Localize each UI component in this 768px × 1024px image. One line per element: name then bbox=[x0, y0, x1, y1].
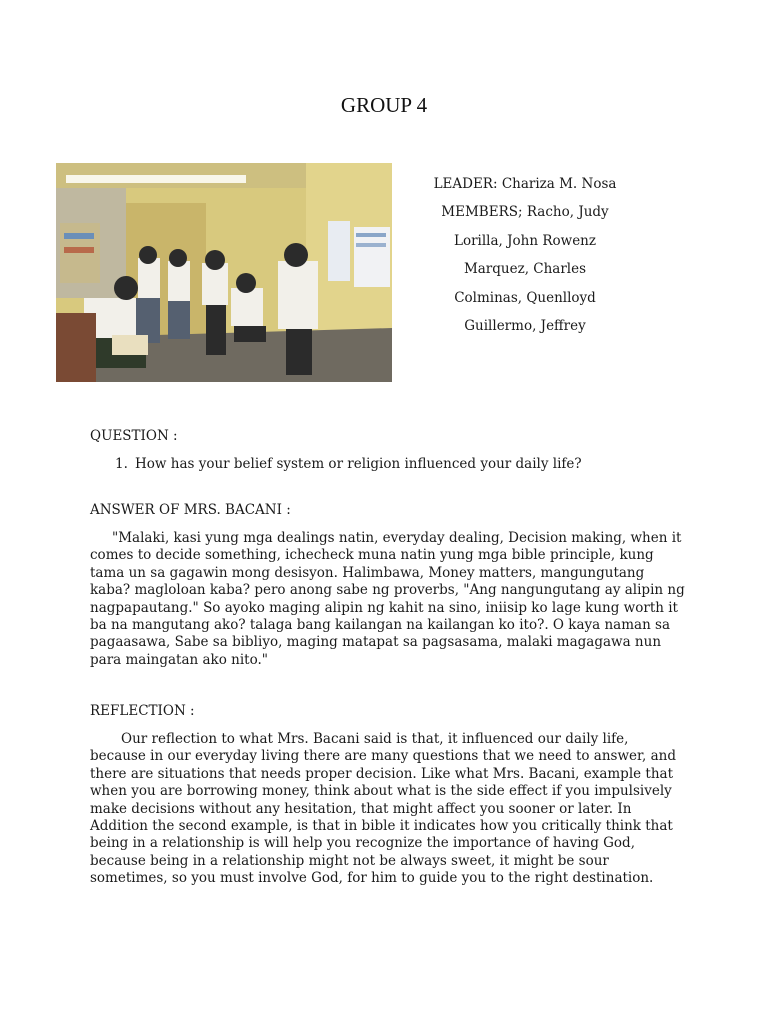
reflection-label: REFLECTION : bbox=[90, 703, 195, 719]
member-item: Lorilla, John Rowenz bbox=[454, 232, 596, 249]
reflection-line: make decisions without any hesitation, that might affect you sooner or later. In bbox=[90, 800, 632, 817]
question-number: 1. bbox=[115, 456, 128, 472]
question-label: QUESTION : bbox=[90, 428, 178, 444]
members-line: MEMBERS; Racho, Judy bbox=[441, 204, 609, 221]
reflection-line: because being in a relationship might not be always sweet, it might be sour bbox=[90, 852, 609, 869]
group-roster bbox=[410, 170, 640, 340]
page-title: GROUP 4 bbox=[340, 93, 428, 117]
reflection-paragraph bbox=[90, 731, 680, 888]
answer-line: kaba? magloloan kaba? pero anong sabe ng proverbs, "Ang nangungutang ay alipin ng bbox=[90, 582, 685, 599]
question-text: How has your belief system or religion influenced your daily life? bbox=[135, 456, 582, 472]
question-item bbox=[115, 456, 582, 472]
answer-line: "Malaki, kasi yung mga dealings natin, everyday dealing, Decision making, when it bbox=[112, 530, 682, 546]
member-item: Colminas, Quenlloyd bbox=[454, 289, 596, 306]
answer-line: para maingatan ako nito." bbox=[90, 651, 268, 668]
reflection-line: because in our everyday living there are many questions that we need to answer, and bbox=[90, 748, 676, 765]
answer-line: tama un sa gagawin mong desisyon. Halimbawa, Money matters, mangungutang bbox=[90, 564, 645, 581]
answer-line: ba na mangutang ako? talaga bang kailangan na kailangan ko ito?. O kaya naman sa bbox=[90, 617, 671, 634]
reflection-line: when you are borrowing money, think about what is the side effect if you impulsively bbox=[90, 783, 672, 800]
reflection-line: sometimes, so you must involve God, for him to guide you to the right destination. bbox=[90, 870, 654, 887]
answer-line: comes to decide something, ichecheck muna natin yung mga bible principle, kung bbox=[90, 547, 654, 564]
reflection-line: there are situations that needs proper decision. Like what Mrs. Bacani, example that bbox=[90, 765, 674, 782]
reflection-line: Addition the second example, is that in bible it indicates how you critically think that bbox=[90, 818, 673, 835]
answer-paragraph bbox=[90, 530, 685, 669]
member-item: Marquez, Charles bbox=[463, 261, 587, 278]
group-photo bbox=[56, 163, 392, 382]
reflection-line: being in a relationship is will help you recognize the importance of having God, bbox=[90, 835, 635, 852]
member-item: Guillermo, Jeffrey bbox=[464, 318, 586, 335]
leader-line: LEADER: Chariza M. Nosa bbox=[433, 176, 617, 192]
answer-label: ANSWER OF MRS. BACANI : bbox=[90, 502, 291, 518]
answer-line: pagaasawa, Sabe sa bibliyo, maging matapat sa pagsasama, malaki magagawa nun bbox=[90, 634, 662, 651]
answer-line: nagpapautang." So ayoko maging alipin ng kahit na sino, iniisip ko lage kung worth it bbox=[90, 599, 678, 616]
reflection-line: Our reflection to what Mrs. Bacani said is that, it influenced our daily life, bbox=[121, 731, 629, 747]
